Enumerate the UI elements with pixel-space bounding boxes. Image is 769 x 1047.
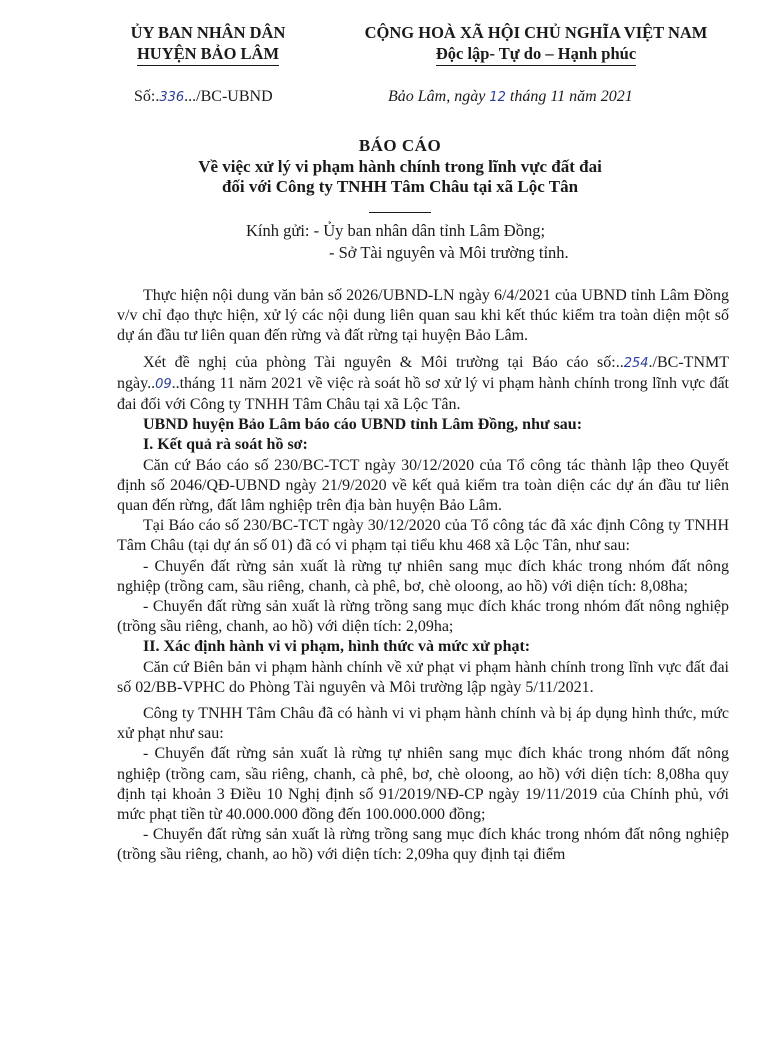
date-line xyxy=(388,88,633,106)
report-label: BÁO CÁO xyxy=(358,136,442,155)
date-prefix: Bảo Lâm, ngày xyxy=(388,88,490,105)
report-subject-line-2: đối với Công ty TNHH Tâm Châu tại xã Lộc Tân xyxy=(221,177,579,196)
country-name: CỘNG HOÀ XÃ HỘI CHỦ NGHĨA VIỆT NAM xyxy=(364,23,708,42)
national-motto xyxy=(340,22,732,66)
report-body xyxy=(117,286,729,866)
paragraph: Công ty TNHH Tâm Châu đã có hành vi vi phạm hành chính và bị áp dụng hình thức, mức xử phạt như sau: xyxy=(117,705,729,743)
paragraph-proposal: Xét đề nghị của phòng Tài nguyên & Môi trường tại Báo cáo số:..254./BC-TNMT ngày..09..tháng 11 năm 2021 về việc rà soát hồ sơ xử lý vi phạm hành chính trong lĩnh vực đất đai đối với Công ty TNHH Tâm Châu tại xã Lộc Tân. xyxy=(117,353,729,414)
paragraph: Thực hiện nội dung văn bản số 2026/UBND-LN ngày 6/4/2021 của UBND tỉnh Lâm Đồng v/v chỉ đạo thực hiện, xử lý các nội dung liên quan sau khi kết thúc kiểm tra toàn diện một số dự án đầu tư liên quan đến rừng và đất rừng tại huyện Bảo Lâm. xyxy=(117,287,729,345)
title-underline xyxy=(369,208,431,213)
section-heading-2: II. Xác định hành vi vi phạm, hình thức và mức xử phạt: xyxy=(143,638,531,656)
doc-number-handwritten: 336 xyxy=(159,90,185,105)
paragraph-lead: UBND huyện Bảo Lâm báo cáo UBND tỉnh Lâm Đồng, như sau: xyxy=(143,416,583,434)
doc-number-suffix: .../BC-UBND xyxy=(184,88,273,105)
doc-number-prefix: Số:. xyxy=(134,88,160,105)
paragraph: Tại Báo cáo số 230/BC-TCT ngày 30/12/2020 của Tổ công tác đã xác định Công ty TNHH Tâm Châu (tại dự án số 01) đã có vi phạm tại tiểu khu 468 xã Lộc Tân, như sau: xyxy=(117,517,729,555)
date-suffix: tháng 11 năm 2021 xyxy=(505,88,633,105)
list-item: - Chuyển đất rừng sản xuất là rừng tự nhiên sang mục đích khác trong nhóm đất nông nghiệp (trồng cam, sầu riêng, chanh, cà phê, bơ, chè oloong, ao hồ) với diện tích: 8,08ha; xyxy=(117,557,729,595)
recipients xyxy=(246,220,569,264)
report-subject-line-1: Về việc xử lý vi phạm hành chính trong lĩnh vực đất đai xyxy=(198,156,602,176)
motto: Độc lập- Tự do – Hạnh phúc xyxy=(436,43,636,66)
authority-line-2: HUYỆN BẢO LÂM xyxy=(137,43,279,66)
list-item: - Chuyển đất rừng sản xuất là rừng tự nhiên sang mục đích khác trong nhóm đất nông nghiệp (trồng cam, sầu riêng, chanh, cà phê, bơ, chè oloong, ao hồ) với diện tích: 8,08ha quy định tại khoản 3 Điều 10 Nghị định số 91/2019/NĐ-CP ngày 19/11/2019 của Chính phủ, với mức phạt tiền từ 40.000.000 đồng đến 100.000.000 đồng; xyxy=(117,745,729,824)
section-heading-1: I. Kết quả rà soát hồ sơ: xyxy=(143,436,308,454)
list-item: - Chuyển đất rừng sản xuất là rừng trồng sang mục đích khác trong nhóm đất nông nghiệp (trồng sầu riêng, chanh, ao hồ) với diện tích: 2,09ha; xyxy=(117,598,729,636)
report-title xyxy=(100,136,700,218)
date-handwritten-day: 12 xyxy=(489,90,506,105)
issuing-authority xyxy=(118,22,298,66)
recipient-line-1: Kính gửi: - Ủy ban nhân dân tỉnh Lâm Đồng; xyxy=(246,221,546,240)
handwritten-report-day: 09 xyxy=(155,376,172,392)
paragraph: Căn cứ Báo cáo số 230/BC-TCT ngày 30/12/2020 của Tổ công tác thành lập theo Quyết định số 2046/QĐ-UBND ngày 21/9/2020 về kết quả kiểm tra toàn diện các dự án đầu tư liên quan đến rừng, đất lâm nghiệp trên địa bàn huyện Bảo Lâm. xyxy=(117,456,729,515)
recipient-line-2: - Sở Tài nguyên và Môi trường tỉnh. xyxy=(329,243,569,262)
handwritten-report-number: 254 xyxy=(623,355,649,371)
paragraph: Căn cứ Biên bản vi phạm hành chính về xử phạt vi phạm hành chính trong lĩnh vực đất đai số 02/BB-VPHC do Phòng Tài nguyên và Môi trường lập ngày 5/11/2021. xyxy=(117,658,729,696)
authority-line-1: ỦY BAN NHÂN DÂN xyxy=(130,23,286,42)
document-number xyxy=(134,88,273,106)
list-item: - Chuyển đất rừng sản xuất là rừng trồng sang mục đích khác trong nhóm đất nông nghiệp (trồng sầu riêng, chanh, ao hồ) với diện tích: 2,09ha quy định tại điểm xyxy=(117,826,729,864)
